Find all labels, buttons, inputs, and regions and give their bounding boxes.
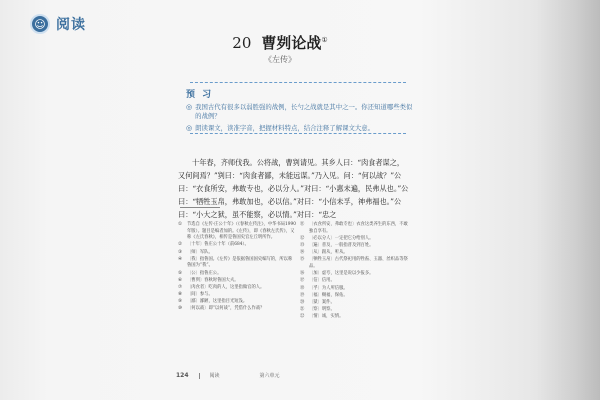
- footnote: [178, 242, 296, 249]
- footnote-text: 〔情〕诚，实情。: [309, 314, 344, 320]
- footnote-number: ⑲: [300, 292, 305, 298]
- footnote-number: ⑳: [300, 299, 305, 305]
- footnote-number: ㉒: [300, 314, 305, 320]
- footnote-number: ⑧: [178, 292, 182, 298]
- footnote-text: 〔狱〕案件。: [309, 299, 335, 305]
- footnote-number: ⑩: [178, 306, 182, 312]
- smiley-icon: ☺: [30, 14, 50, 34]
- title-note-mark: ①: [321, 36, 328, 44]
- footnote: [178, 257, 296, 270]
- footnote-number: ⑫: [300, 235, 305, 241]
- footnote-number: ⑦: [178, 284, 182, 290]
- footnote: [178, 285, 296, 292]
- footnote-text: 〔必以分人〕一定把它分给别人。: [309, 235, 374, 241]
- main-passage: 十年春，齐师伐我。公将战，曹刿请见。其乡人曰：“肉食者谋之，又何间焉？”刿曰：“肉食者鄙，未能远谋。”乃入见。问：“何以战？”公曰：“衣食所安，弗敢专也，必以分人。”对曰：“小惠未遍，民弗从也。”公曰：“牺牲玉帛，弗敢加也，必以信。”对曰：“小信未孚，神弗福也。”公曰：“小大之狱，虽不能察，必以情。”对曰：“忠之: [178, 158, 409, 219]
- footnote-number: ③: [178, 249, 182, 255]
- footnote-text: 〔十年〕鲁庄公十年（前684）。: [187, 242, 249, 248]
- footnote: [300, 243, 412, 250]
- footnote-number: ②: [178, 242, 182, 248]
- preview-item: [186, 124, 416, 133]
- notes-rule: [180, 207, 220, 208]
- footnote: [178, 292, 296, 299]
- footnote-number: ⑨: [178, 299, 182, 305]
- footnote-number: ⑬: [300, 242, 305, 248]
- footnote: [300, 278, 412, 285]
- preview-item: [186, 103, 416, 121]
- footnote-number: ⑤: [178, 270, 182, 276]
- footnote-text: 〔间〕参与。: [187, 292, 213, 298]
- footer-divider: [199, 373, 200, 379]
- preview-item-text: 朗读课文，读准字音，把握材料特点，结合注释了解课文大意。: [195, 124, 375, 132]
- preview-divider-bottom: [190, 133, 406, 134]
- footnote: [300, 271, 412, 278]
- footnote-text: 〔我〕指鲁国。《左传》是依据鲁国国史编写的，所以称鲁国为“我”。: [187, 256, 293, 269]
- footnote: [300, 314, 412, 321]
- lesson-title: [0, 32, 560, 53]
- footnote-text: 〔信〕信用。: [309, 278, 335, 284]
- footnotes-right: [300, 222, 412, 321]
- footnote-number: ⑮: [300, 257, 305, 263]
- footnote-text: 〔加〕虚夸，这里是说以少报多。: [309, 271, 374, 277]
- footnote: [300, 222, 412, 235]
- footnote-number: ①: [178, 222, 182, 227]
- footnote: [178, 278, 296, 285]
- footnote-text: 〔何以战〕即“以何战”，凭借什么作战？: [187, 306, 265, 312]
- footnote: [300, 257, 412, 270]
- footnote: [178, 299, 296, 306]
- footnote-text: 〔曹刿〕春秋时鲁国大夫。: [187, 277, 239, 283]
- footer-book-label: 阅读: [209, 373, 220, 379]
- footnote-number: ④: [178, 256, 182, 262]
- footnote-text: 〔鄙〕鄙陋，这里指目光短浅。: [187, 299, 248, 305]
- footnote-text: 〔从〕跟从，听从。: [309, 250, 348, 256]
- bullet-icon: ◎: [186, 124, 193, 132]
- preview-box: [186, 87, 416, 133]
- footnote: [178, 222, 296, 242]
- footnote-text: 〔公〕指鲁庄公。: [187, 270, 222, 276]
- footnote: [300, 250, 412, 257]
- footnote-text: 节选自《左传·庄公十年》（《春秋左传注》，中华书局1990年版）。题目是编者加的。《左传》，即《春秋左氏传》，又称《左氏春秋》，相传是鲁国史官左丘明所作。: [187, 222, 296, 241]
- footnote-number: ⑪: [300, 222, 305, 227]
- footnotes-left: [178, 222, 296, 314]
- preview-item-text: 我国古代有很多以弱胜强的战例，长勺之战就是其中之一。你还知道哪些类似的战例？: [195, 103, 413, 120]
- footnote-number: ⑥: [178, 277, 182, 283]
- footnote-number: ⑯: [300, 271, 305, 277]
- section-label: 阅读: [56, 17, 86, 33]
- page-number: 124: [176, 372, 189, 379]
- footnote-text: 〔牺牲玉帛〕古代祭祀用的牲畜、玉器、丝织品等祭品。: [309, 257, 408, 269]
- footnote-text: 〔师〕军队。: [187, 249, 213, 255]
- footnote: [300, 307, 412, 314]
- footnote-number: ⑱: [300, 285, 305, 291]
- preview-label: 预 习: [186, 90, 214, 100]
- footnote-number: ㉑: [300, 307, 305, 313]
- footnote-text: 〔察〕明察。: [309, 307, 335, 313]
- bullet-icon: ◎: [186, 103, 193, 111]
- footnote-text: 〔福〕赐福，保佑。: [309, 292, 348, 298]
- footnote: [300, 236, 412, 243]
- footnote-text: 〔衣食所安，弗敢专也〕衣食这类养生的东西，不敢独自享有。: [309, 222, 408, 234]
- lesson-name: 曹刿论战: [261, 34, 322, 52]
- footer-unit: 第六单元: [259, 373, 280, 379]
- preview-divider-top: [190, 82, 406, 83]
- footnote: [300, 293, 412, 300]
- footnote-text: 〔肉食者〕吃肉的人，这里指做官的人。: [187, 284, 265, 290]
- lesson-number: 20: [232, 34, 252, 52]
- footnote-text: 〔遍〕普及，一般指普及到百姓。: [309, 242, 374, 248]
- footnote: [300, 286, 412, 293]
- footnote: [300, 300, 412, 307]
- page-footer: [176, 372, 412, 379]
- lesson-source: 《左传》: [264, 55, 296, 64]
- footnote: [178, 306, 296, 313]
- footnote-number: ⑭: [300, 250, 305, 256]
- footnote: [178, 271, 296, 278]
- footnote-number: ⑰: [300, 278, 305, 284]
- footnote: [178, 250, 296, 257]
- footnote-text: 〔孚〕为人所信服。: [309, 285, 348, 291]
